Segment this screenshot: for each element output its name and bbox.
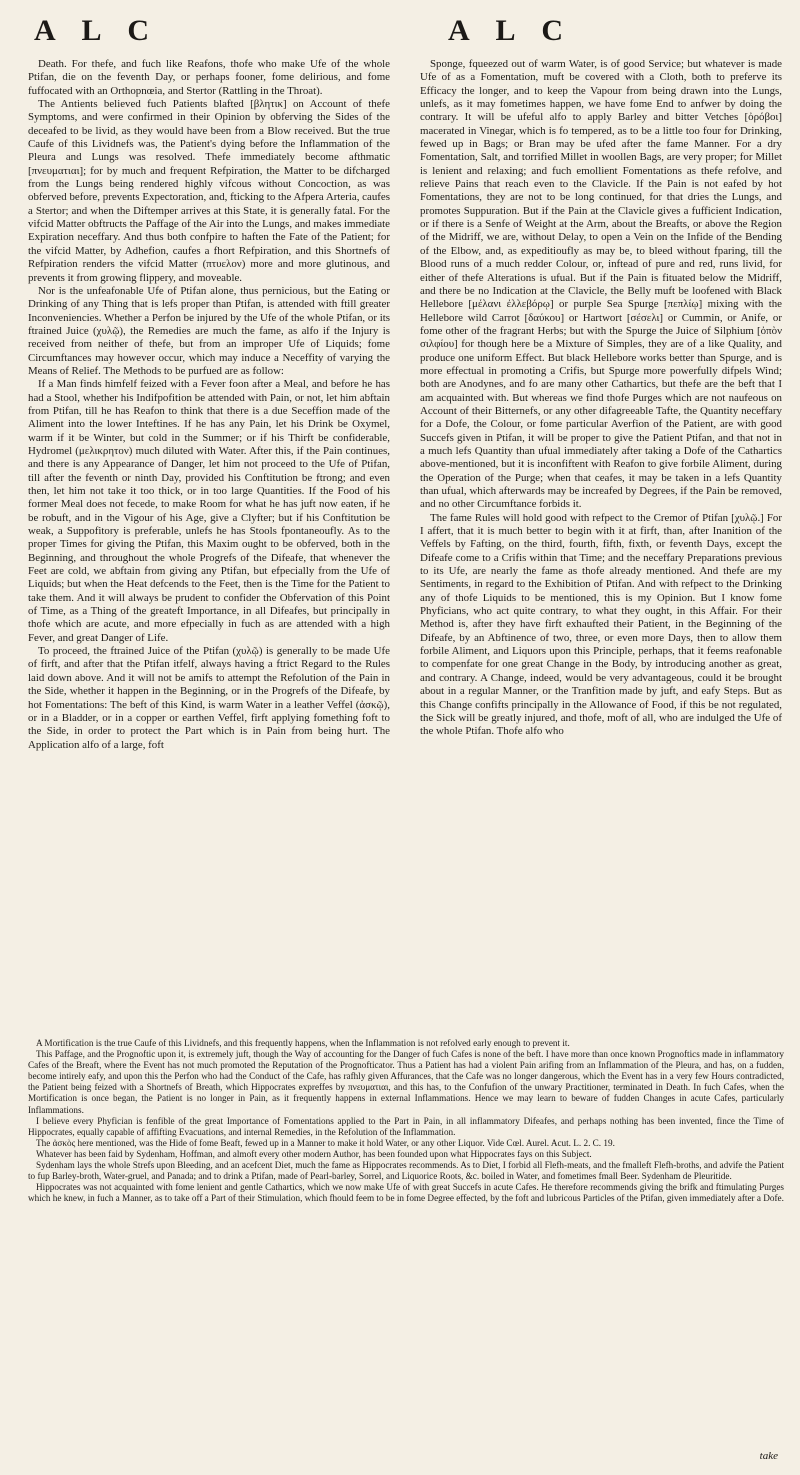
running-head-right: A L C xyxy=(448,14,574,47)
paragraph: If a Man finds himfelf feized with a Fever foon after a Meal, and before he has had a Stool, whether his Indifpofition be attended with Pain, or not, let him abftain from Ptifan, till he has Reafon to think that there is a due Seceffion made of the Aliment into the lower Inteftines. If he has any Pain, let his Drink be Oxymel, warm if it be Winter, but cold in the Summer; or if his Thirft be confiderable, Hydromel (μελικρητον) much diluted with Water. After this, if the Pain continues, and there is any Appearance of Danger, let him not proceed to the Ufe of Ptifan, till after the feventh or ninth Day, provided his Conftitution be ftrong; and even then, let him not take it too thick, or in too large Quantities. If the Food of his former Meal does not fecede, to make Room for what he has juft now eaten, if he be robuft, and in the Vigour of his Age, give a Clyfter; but if his Conftitution be weak, a Suppofitory is preferable, unlefs he has Stools fpontaneoufly. As to the proper Times for giving the Ptifan, this Maxim ought to be obferved, both in the Beginning, and throughout the whole Progrefs of the Difeafe, that whenever the Feet are cold, we abftain from giving any Ptifan, but efpecially from the Ufe of Liquids; but when the Heat defcends to the Feet, then is the Time for the Patient to take them. And it will always be prudent to confider the Obfervation of this Point of Time, as a Thing of the greateft Importance, in all Difeafes, but principally in thofe which are acute, and more efpecially in fuch as are attended with a high Fever, and great Danger of Life. xyxy=(28,378,390,644)
paragraph: Death. For thefe, and fuch like Reafons, thofe who make Ufe of the whole Ptifan, die on the feventh Day, or perhaps fooner, fome delirious, and fome fuffocated with an Orthopnœia, and Stertor (Rattling in the Throat). xyxy=(28,58,390,97)
footnote: A Mortification is the true Caufe of this Lividnefs, and this frequently happens, when the Inflammation is not refolved early enough to prevent it. xyxy=(36,1038,570,1048)
paragraph: The fame Rules will hold good with refpect to the Cremor of Ptifan [χυλῷ.] For I affert, that it is much better to begin with it at firft, than, after Inanition of the Veffels by Fafting, on the third, fourth, fifth, fixth, or feventh Days, except the Difeafe come to a Crifis within that Time; and the neceffary Preparations previous to its Ufe, are nearly the fame as thofe already mentioned. And thefe are my Sentiments, in regard to the Exhibition of Ptifan. And with refpect to the Drinking any of thofe Liquids to be mentioned, this is my Opinion. But I know fome Phyficians, who act quite contrary, to what they ought, in this Affair. For their Method is, after they have firft exhaufted their Patient, in the Beginning of the Difeafe, by an Abftinence of two, three, or even more Days, then to allow them forbile Aliment, and Liquors upon this Principle, perhaps, that it feems reafonable to compenfate for one great Change in the Body, by introducing another as great, and contrary. A Change, indeed, would be very advantageous, could it be brought about in a regular Manner, or the Tranfition made by juft, and eafy Steps. But as this Change confifts principally in the Allowance of Food, if this be not regulated, the Sick will be greatly injured, and thofe, moft of all, who are indulged the Ufe of the whole Ptifan. Thofe alfo who xyxy=(420,511,782,738)
footnote: The ἀσκὸς here mentioned, was the Hide of fome Beaft, fewed up in a Manner to make it hold Water, or any other Liquor. Vide Cœl. Aurel. Acut. L. 2. C. 19. xyxy=(36,1137,615,1148)
paragraph: Nor is the unfeafonable Ufe of Ptifan alone, thus pernicious, but the Eating or Drinking of any Thing that is lefs proper than Ptifan, is attended with ftill greater Inconveniencies. Whether a Perfon be injured by the Ufe of the whole Ptifan, or its ftrained Juice (χυλῷ), the Remedies are much the fame, as alfo if the Injury is received from neither of thefe, but from an improper Ufe of Liquids; fome Circumftances may however occur, which may induce a Neceffity of varying the Means of Relief. The Methods to be purfued are as follow: xyxy=(28,284,390,377)
footnote: Sydenham lays the whole Strefs upon Bleeding, and an acefcent Diet, much the fame as Hippocrates recommends. As to Diet, I forbid all Flefh-meats, and the fmalleft Flefh-broths, and advife the Patient to fup Barley-broth, Water-gruel, and Panada; and to drink a Ptifan, made of Pearl-barley, Sorrel, and Liquorice Roots, &c. boiled in Water, and fometimes fmall Beer. Sydenham de Pleuritide. xyxy=(28,1160,784,1182)
footnote: This Paffage, and the Prognoftic upon it, is extremely juft, though the Way of accounting for the Danger of fuch Cafes is none of the beft. I have more than once known Prognoftics made in inflammatory Cafes of the Breaft, where the Event has not much promoted the Reputation of the Prognofticator. Thus a Patient has had a violent Pain arifing from an Inflammation of the Pleura, and has, on a fudden, become intirely eafy, and upon this the Perfon who had the Conduct of the Cafe, has rafhly given Affurances, that the Cafe was no longer dangerous, which the Event has in a very few Hours contradicted, the Patient being feized with a Shortnefs of Breath, which Hippocrates expreffes by πνευματιαι, and this has, to the Confufion of the unwary Practitioner, terminated in Death. In fuch Cafes, when the Mortification is once began, the Patient is no longer in Pain, as it frequently happens in external Inflammations. Hence we may learn to beware of fudden Changes in acute Cafes, particularly Inflammations. xyxy=(28,1049,784,1115)
paragraph: To proceed, the ftrained Juice of the Ptifan (χυλῷ) is generally to be made Ufe of firft, and after that the Ptifan itfelf, always having a ftrict Regard to the Rules laid down above. And it will not be amifs to attempt the Refolution of the Pain in the Side, whether it happen in the Beginning, or in the Progrefs of the Difeafe, by hot Fomentations: The beft of this Kind, is warm Water in a leather Veffel (ἀσκῷ), or in a Bladder, or in a copper or earthen Veffel, firft applying fomething foft to the Side, in order to protect the Part which is in Pain from being hurt. The Application alfo of a large, foft xyxy=(28,645,390,751)
footnote: Whatever has been faid by Sydenham, Hoffman, and almoft every other modern Author, has been founded upon what Hippocrates fays on this Subject. xyxy=(36,1148,592,1159)
footnote: I believe every Phyfician is fenfible of the great Importance of Fomentations applied to the Part in Pain, in all inflammatory Difeafes, and perhaps nothing has been invented, fince the Time of Hippocrates, equally capable of affifting Evacuations, and internal Remedies, in the Refolution of the Inflammation. xyxy=(28,1115,784,1137)
footnotes xyxy=(28,1038,784,1204)
left-column xyxy=(28,58,390,752)
catchword: take xyxy=(759,1450,778,1462)
paragraph: Sponge, fqueezed out of warm Water, is of good Service; but whatever is made Ufe of as a Fomentation, muft be covered with a Cloth, both to preferve its Efficacy the longer, and to keep the Vapour from being drawn into the Lungs, unlefs, as it may fometimes happen, we have fome End to anfwer by doing the contrary. It will be ufeful alfo to apply Barley and bitter Vetches [ὀρόβοι] macerated in Vinegar, which is fo tempered, as to be a little too four for Drinking, fewed up in Bags; or Bran may be ufed after the fame Manner. For a dry Fomentation, Salt, and torrified Millet in woollen Bags, are very proper; for Millet is lenient and relaxing; and fuch emollient Fomentations as thefe refolve, and relieve Pains that reach even to the Clavicle. If the Pain is not eafed by hot Fomentations, they are not to be long continued, for that dries the Lungs, and promotes Suppuration. But if the Pain at the Clavicle gives a fufficient Indication, or if there is a Senfe of Weight at the Arm, about the Breafts, or above the Region of the Midriff, we are, without Delay, to open a Vein on the Infide of the Bending of the Elbow, and, as expeditioufly as may be, to bleed without fparing, till the Blood runs of a much redder Colour, or, inftead of pure and red, runs livid, for either of thefe Alterations is ufual. But if the Pain is fituated below the Midriff, and there be no Indication at the Clavicle, the Belly muft be loofened with Black Hellebore [μέλανι ἐλλεβόρῳ] or purple Sea Spurge [πεπλίῳ] mixing with the Hellebore wild Carrot [δαύκου] or Hartwort [σέσελι] or Cummin, or Anife, or fome other of the fragrant Herbs; but with the Spurge the Juice of Silphium [ὀπὸν σιλφίου] for though here be a Mixture of Simples, they are of a like Quality, and produce one uniform Effect. But black Hellebore works better than Spurge, and is more effectual in promoting a Crifis, but Spurge more powerfully difpels Wind; both are Anodynes, and fo are many other Cathartics, but thefe are the beft that I am acquainted with. But whereas we find thofe Purges which are not naufeous on Account of their Bitternefs, or any other difagreeable Tafte, the Quantity neceffary for a Dofe, the Colour, or fome particular Averfion of the Patient, are with good Succefs given in Ptifan, it will be proper to give the Patient Ptifan, and that not in a much lefs Quantity than ufual immediately after taking a Dofe of the Cathartics above-mentioned, but it is inconfiftent with Reafon to give forbile Aliment, during the Operation of the Purge; when that ceafes, it may be taken in a lefs Quantity than ufual, which afterwards may be increafed by Degrees, if the Pain be removed, and no other Circumftance forbids it. xyxy=(420,58,782,511)
paragraph: The Antients believed fuch Patients blafted [βλητικ] on Account of thefe Symptoms, and were confirmed in their Opinion by obferving the Sides of the deceafed to be livid, as they would have been from a Blow received. But the true Caufe of this Lividnefs was, the Patient's dying before the Inflammation of the Pleura and Lungs was resolved. Thefe immediately become afthmatic [πνευματιαι]; for by much and frequent Refpiration, the Matter to be difcharged from the Lungs being rendered highly vifcous without Concoction, as was obferved before, prevents Expectoration, and, fticking to the Afpera Arteria, caufes a Stertor; and when the Diftemper arrives at this State, it is generally fatal. For the vifcid Matter obftructs the Paffage of the Air into the Lungs, and makes immediate Expiration neceffary. And thus both confpire to haften the Fate of the Patient; for the vifcid Matter, by Adhefion, caufes a fhort Refpiration, and this Shortnefs of Refpiration renders the vifcid Matter (πτυελον) more and more glutinous, and prevents it from growing flippery, and moveable. xyxy=(28,98,390,284)
running-head xyxy=(28,14,784,54)
right-column xyxy=(420,58,782,739)
book-page xyxy=(28,14,784,1464)
running-head-left: A L C xyxy=(34,14,160,47)
footnote: Hippocrates was not acquainted with fome lenient and gentle Cathartics, which we now make Ufe of with great Succefs in acute Cafes. He therefore recommends giving the brifk and ftimulating Purges which he knew, in fuch a Manner, as to take off a Part of their Stimulation, which fhould feem to be in fome Degree effected, by the foft and lubricous Particles of the Ptifan, given immediately after a Dofe. xyxy=(28,1182,784,1204)
